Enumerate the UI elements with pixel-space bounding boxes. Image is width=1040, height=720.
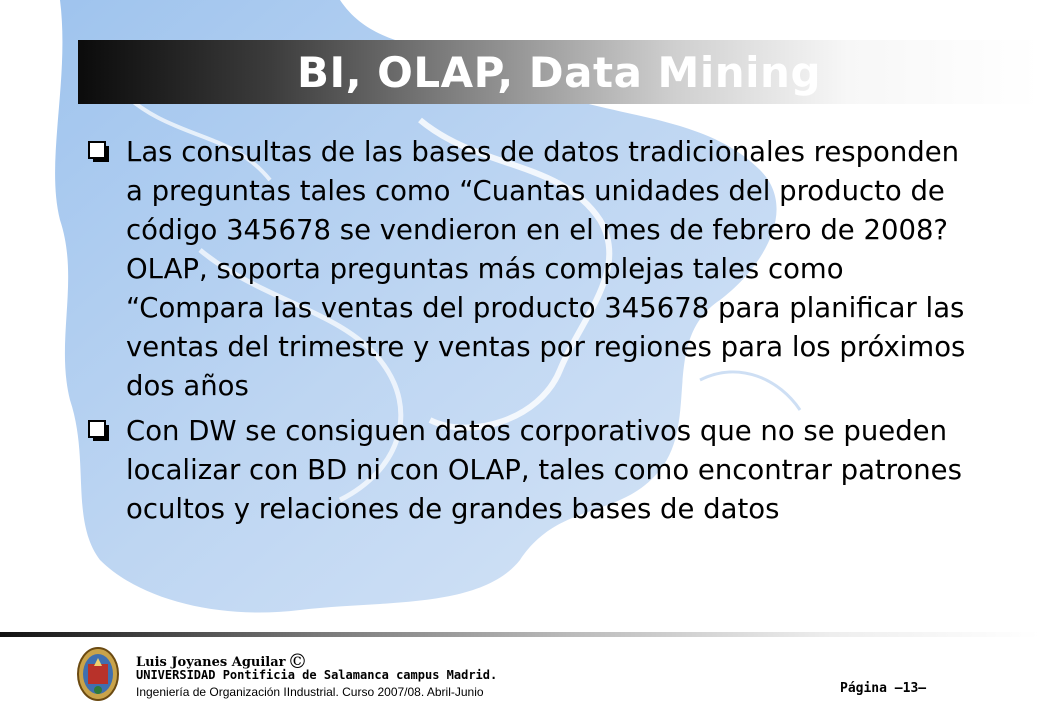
- course-info: Ingeniería de Organización IIndustrial. Curso 2007/08. Abril-Junio: [136, 685, 484, 699]
- university-seal-icon: [76, 646, 120, 702]
- checkbox-icon: [88, 420, 110, 442]
- slide-content: [88, 133, 968, 535]
- bullet-item: [88, 133, 968, 406]
- page-number: Página –13–: [840, 681, 927, 696]
- footer-divider: [0, 632, 1040, 637]
- bullet-text: Las consultas de las bases de datos tradicionales responden a preguntas tales como “Cuantas unidades del producto de código 345678 se vendieron en el mes de febrero de 2008? OLAP, soporta preguntas más complejas tales como “Compara las ventas del producto 345678 para planificar las ventas del trimestre y ventas por regiones para los próximos dos años: [126, 136, 966, 402]
- slide-title: BI, OLAP, Data Mining: [296, 48, 822, 97]
- checkbox-icon: [88, 141, 110, 163]
- bullet-text: Con DW se consiguen datos corporativos que no se pueden localizar con BD ni con OLAP, tales como encontrar patrones ocultos y relaciones de grandes bases de datos: [126, 415, 962, 525]
- bullet-item: [88, 412, 968, 529]
- author-name: Luis Joyanes Aguilar: [136, 655, 286, 670]
- university-name: UNIVERSIDAD Pontificia de Salamanca campus Madrid.: [136, 668, 498, 682]
- copyright-symbol: ©: [287, 649, 308, 673]
